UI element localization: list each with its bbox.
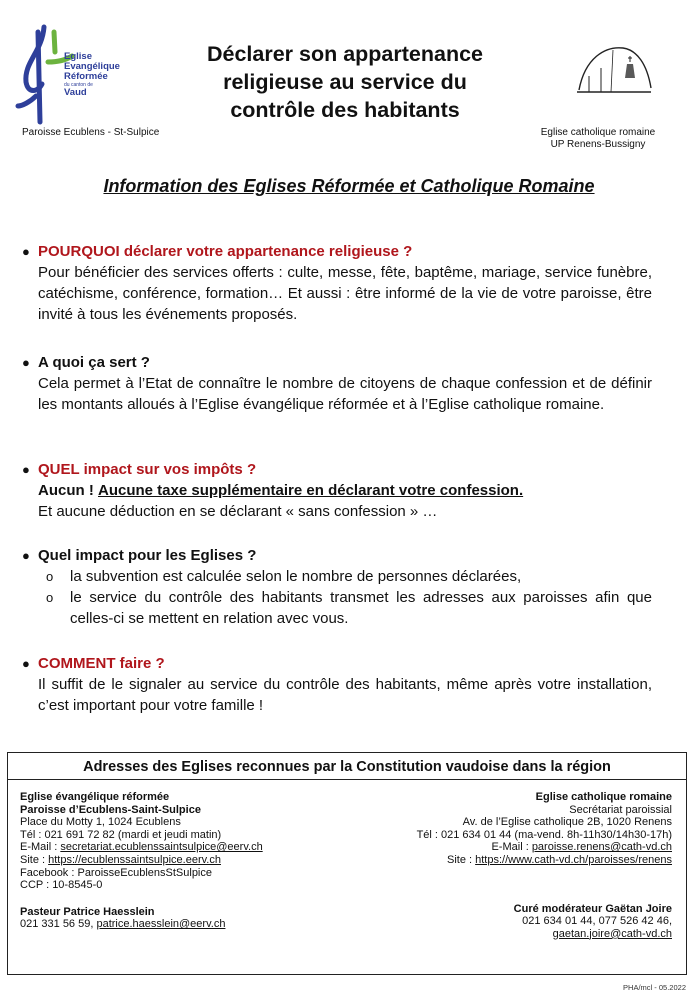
list-item — [46, 587, 652, 629]
email-label: E-Mail : — [491, 841, 532, 854]
reformed-facebook: Facebook : ParoisseEcublensStSulpice — [20, 866, 212, 879]
reformed-name: Eglise évangélique réformée — [20, 791, 170, 803]
site-label: Site : — [20, 853, 49, 866]
circle-bullet-icon: o — [46, 590, 54, 605]
section-what — [22, 352, 652, 415]
list-item — [46, 566, 652, 587]
reformed-street: Place du Motty 1, 1024 Ecublens — [20, 816, 181, 829]
tax-lead: Aucun ! — [38, 482, 94, 499]
parish-right-label — [508, 127, 688, 151]
list-item-text: la subvention est calculée selon le nombre de personnes déclarées, — [70, 568, 522, 585]
section-churches — [22, 545, 652, 629]
logo-line: Réformée — [64, 71, 108, 82]
reformed-ccp: CCP : 10-8545-0 — [20, 879, 103, 892]
section-heading: POURQUOI déclarer votre appartenance religieuse ? — [38, 243, 413, 260]
bullet-icon: ● — [22, 244, 30, 259]
bullet-icon: ● — [22, 548, 30, 563]
footer-code: PHA/mcl - 05.2022 — [623, 983, 686, 992]
addresses-box — [7, 752, 687, 975]
addresses-title: Adresses des Eglises reconnues par la Constitution vaudoise dans la région — [8, 753, 686, 780]
reformed-phone: Tél : 021 691 72 82 (mardi et jeudi matin) — [20, 828, 222, 841]
title-line: contrôle des habitants — [230, 98, 460, 122]
section-body: Cela permet à l’Etat de connaître le nombre de citoyens de chaque confession et de définir les montants alloués à l’Eglise évangélique réformée et à l’Eglise catholique romaine. — [38, 375, 652, 413]
priest-phone: 021 634 01 44, 077 526 42 46, — [522, 915, 672, 928]
pastor-phone: 021 331 56 59, — [20, 918, 97, 931]
reformed-site-link[interactable]: https://ecublenssaintsulpice.eerv.ch — [48, 853, 221, 866]
logo-line: Evangélique — [64, 61, 120, 72]
priest-name: Curé modérateur Gaëtan Joire — [513, 902, 672, 915]
section-heading: A quoi ça sert ? — [38, 354, 150, 371]
pastor-contact — [20, 918, 340, 931]
eerv-logo-text — [64, 52, 120, 98]
catholic-email-link[interactable]: paroisse.renens@cath-vd.ch — [531, 841, 672, 854]
email-label: E-Mail : — [20, 841, 61, 854]
reformed-parish: Paroisse d’Ecublens-Saint-Sulpice — [20, 803, 201, 816]
title-line: religieuse au service du — [223, 70, 467, 94]
catholic-address — [342, 791, 672, 940]
section-body — [38, 480, 652, 501]
catholic-office: Secrétariat paroissial — [569, 803, 672, 816]
site-label: Site : — [447, 853, 476, 866]
reformed-site-row — [20, 854, 340, 867]
list-item-text: le service du contrôle des habitants transmet les adresses aux paroisses afin que celles-ci se mettent en relation avec vous. — [70, 589, 652, 627]
catholic-site-link[interactable]: https://www.cath-vd.ch/paroisses/renens — [475, 853, 672, 866]
church-drawing-logo — [575, 38, 653, 98]
reformed-email-link[interactable]: secretariat.ecublenssaintsulpice@eerv.ch — [60, 841, 263, 854]
bullet-icon: ● — [22, 462, 30, 477]
tax-underlined: Aucune taxe supplémentaire en déclarant votre confession. — [98, 482, 524, 499]
church-icon — [575, 38, 653, 98]
reformed-address — [20, 791, 340, 931]
subtitle: Information des Eglises Réformée et Catholique Romaine — [103, 176, 595, 196]
logo-line: du canton de — [64, 82, 93, 88]
catholic-street: Av. de l’Eglise catholique 2B, 1020 Renens — [462, 816, 672, 829]
catholic-email-row — [342, 841, 672, 854]
section-body: Pour bénéficier des services offerts : culte, messe, fête, baptême, mariage, service funèbre, catéchisme, conférence, formation… Et aussi : être informé de la vie de votre paroisse, être invité à tous les événements proposés. — [38, 264, 652, 323]
catholic-phone: Tél : 021 634 01 44 (ma-vend. 8h-11h30/14h30-17h) — [416, 828, 672, 841]
section-body: Et aucune déduction en se déclarant « sans confession » … — [38, 503, 438, 520]
pastor-name: Pasteur Patrice Haesslein — [20, 905, 155, 918]
logo-line: Eglise — [64, 51, 92, 62]
section-tax — [22, 459, 652, 522]
section-body: Il suffit de le signaler au service du contrôle des habitants, même après votre installation, c’est important pour votre famille ! — [38, 676, 652, 714]
bullet-icon: ● — [22, 355, 30, 370]
parish-right-line: UP Renens-Bussigny — [550, 139, 646, 150]
eerv-logo — [14, 22, 184, 132]
reformed-email-row — [20, 841, 340, 854]
pastor-email-link[interactable]: patrice.haesslein@eerv.ch — [96, 918, 226, 931]
section-heading: Quel impact pour les Eglises ? — [38, 547, 257, 564]
section-how — [22, 653, 652, 716]
section-why — [22, 241, 652, 325]
catholic-site-row — [342, 854, 672, 867]
title-line: Déclarer son appartenance — [206, 42, 484, 66]
section-heading: QUEL impact sur vos impôts ? — [38, 461, 257, 478]
parish-right-line: Eglise catholique romaine — [540, 127, 656, 138]
section-heading: COMMENT faire ? — [38, 655, 165, 672]
circle-bullet-icon: o — [46, 569, 54, 584]
parish-left-label: Paroisse Ecublens - St-Sulpice — [22, 127, 160, 138]
catholic-name: Eglise catholique romaine — [535, 791, 672, 803]
logo-line: Vaud — [64, 87, 87, 98]
page-title — [170, 40, 520, 124]
bullet-icon: ● — [22, 656, 30, 671]
priest-email-link[interactable]: gaetan.joire@cath-vd.ch — [552, 927, 672, 940]
